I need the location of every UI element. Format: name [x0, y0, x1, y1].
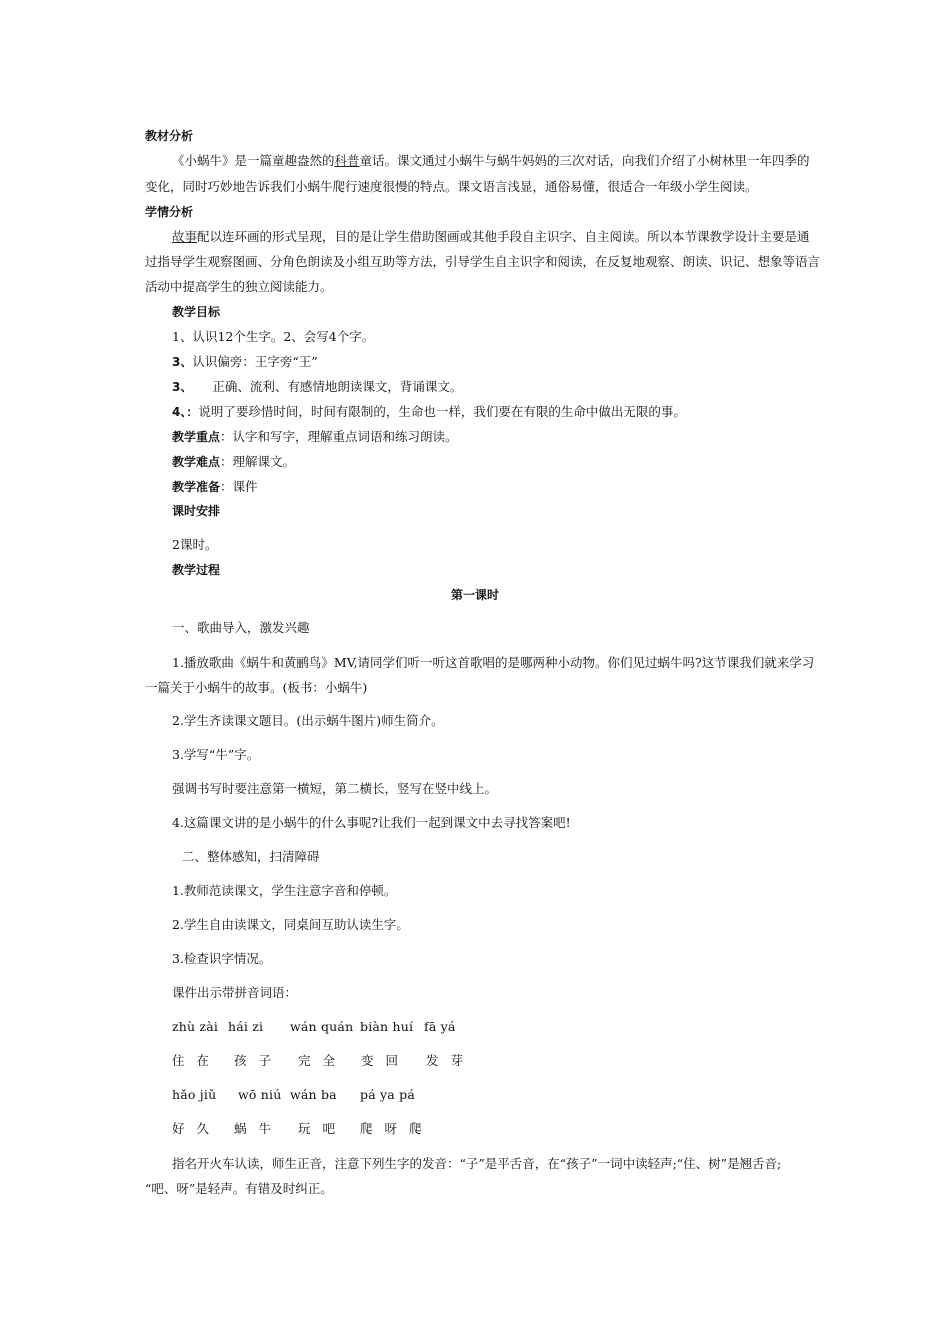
hanzi-cell: 爬 呀 爬 — [360, 1121, 422, 1136]
goal-number: 3、 — [172, 380, 193, 394]
hanzi-cell: 玩 吧 — [298, 1121, 335, 1136]
goal-item-3b — [172, 379, 462, 395]
teaching-focus — [172, 429, 458, 445]
hanzi-cell: 孩 子 — [234, 1053, 271, 1068]
heading-teaching-goals: 教学目标 — [172, 305, 221, 319]
part2-step1: 1.教师范读课文，学生注意字音和停顿。 — [172, 883, 397, 898]
heading-material-analysis: 教材分析 — [145, 129, 194, 143]
hanzi-cell: 好 久 — [172, 1121, 209, 1136]
hanzi-cell: 完 全 — [298, 1053, 335, 1068]
focus-label: 教学重点 — [172, 430, 221, 444]
prep-label: 教学准备 — [172, 480, 221, 494]
material-line-1 — [172, 153, 810, 169]
link-gushi[interactable]: 故事 — [172, 229, 198, 244]
hanzi-cell: 变 回 — [361, 1053, 398, 1068]
teaching-difficulty — [172, 454, 295, 470]
part2-step3-note: 课件出示带拼音词语： — [172, 985, 298, 1000]
focus-text: ：认字和写字，理解重点词语和练习朗读。 — [220, 429, 458, 444]
part2-step3: 3.检查识字情况。 — [172, 951, 272, 966]
learner-line-1 — [172, 229, 810, 245]
closing-line-1: 指名开火车认读，师生正音，注意下列生字的发音：“子”是平舌音，在“孩子”一词中读轻声;“住、树”是翘舌音; — [172, 1156, 782, 1171]
pinyin-cell: wán ba — [290, 1087, 337, 1102]
hanzi-cell: 蜗 牛 — [234, 1121, 271, 1136]
part1-step3: 3.学写“牛”字。 — [172, 747, 260, 762]
part1-step1-line1: 1.播放歌曲《蜗牛和黄鹂鸟》MV,请同学们听一听这首歌唱的是哪两种小动物。你们见过蜗牛吗?这节课我们就来学习 — [172, 655, 815, 670]
goal-text: 正确、流利、有感情地朗读课文，背诵课文。 — [212, 379, 463, 394]
goal-text: 认识偏旁：王字旁“王” — [192, 354, 318, 369]
part2-step2: 2.学生自由读课文，同桌间互助认读生字。 — [172, 917, 409, 932]
goal-item-4 — [172, 404, 686, 420]
goal-item-1: 1、认识12个生字。2、会写4个字。 — [172, 329, 375, 344]
pinyin-cell: biàn huí — [360, 1019, 414, 1034]
heading-learner-analysis: 学情分析 — [145, 205, 194, 219]
learner-line-2: 过指导学生观察图画、分角色朗读及小组互助等方法，引导学生自主识字和阅读，在反复地观察、朗读、识记、想象等语言 — [145, 254, 821, 269]
heading-schedule: 课时安排 — [172, 504, 221, 518]
lesson-title: 第一课时 — [450, 588, 499, 602]
part1-title: 一、歌曲导入，激发兴趣 — [172, 620, 310, 635]
difficulty-text: ：理解课文。 — [220, 454, 296, 469]
part2-title: 二、整体感知，扫清障碍 — [182, 849, 320, 864]
part1-step2: 2.学生齐读课文题目。(出示蜗牛图片)师生简介。 — [172, 713, 444, 728]
prep-text: ：课件 — [220, 479, 258, 494]
hanzi-cell: 住 在 — [172, 1053, 209, 1068]
schedule-text: 2课时。 — [172, 537, 218, 552]
goal-number: 4、： — [172, 405, 199, 419]
pinyin-cell: hái zi — [228, 1019, 264, 1034]
part1-step4: 4.这篇课文讲的是小蜗牛的什么事呢?让我们一起到课文中去寻找答案吧! — [172, 815, 571, 830]
part1-step3-note: 强调书写时要注意第一横短，第二横长，竖写在竖中线上。 — [172, 781, 498, 796]
goal-item-3a — [172, 354, 318, 370]
material-text: 童话。课文通过小蜗牛与蜗牛妈妈的三次对话，向我们介绍了小树林里一年四季的 — [359, 153, 810, 168]
learner-line-3: 活动中提高学生的独立阅读能力。 — [145, 279, 333, 294]
pinyin-cell: pá ya pá — [360, 1087, 415, 1102]
teaching-preparation — [172, 479, 258, 495]
hanzi-cell: 发 芽 — [426, 1053, 463, 1068]
link-kepu[interactable]: 科普 — [334, 153, 360, 168]
pinyin-cell: wán quán — [290, 1019, 354, 1034]
material-line-2: 变化，同时巧妙地告诉我们小蜗牛爬行速度很慢的特点。课文语言浅显，通俗易懂，很适合一年级小学生阅读。 — [145, 179, 758, 194]
heading-teaching-process: 教学过程 — [172, 563, 221, 577]
goal-number: 3、 — [172, 355, 193, 369]
goal-text: 说明了要珍惜时间，时间有限制的，生命也一样，我们要在有限的生命中做出无限的事。 — [198, 404, 686, 419]
pinyin-cell: zhù zài — [172, 1019, 219, 1034]
closing-line-2: “吧、呀”是轻声。有错及时纠正。 — [145, 1181, 333, 1196]
pinyin-cell: wō niú — [238, 1087, 282, 1102]
pinyin-cell: hǎo jiǔ — [172, 1087, 217, 1102]
pinyin-cell: fā yá — [424, 1019, 456, 1034]
part1-step1-line2: 一篇关于小蜗牛的故事。(板书：小蜗牛) — [145, 680, 368, 695]
difficulty-label: 教学难点 — [172, 455, 221, 469]
learner-text: 配以连环画的形式呈现，目的是让学生借助图画或其他手段自主识字、自主阅读。所以本节课教学设计主要是通 — [197, 229, 810, 244]
material-text: 《小蜗牛》是一篇童趣盎然的 — [172, 153, 335, 168]
